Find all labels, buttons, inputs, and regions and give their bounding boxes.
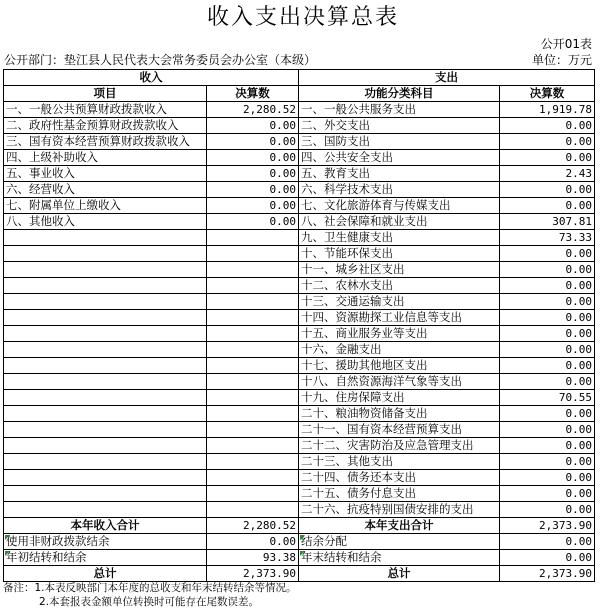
expense-item-cell: 七、文化旅游体育与传媒支出 [299,198,500,214]
table-row [4,262,595,278]
table-row [4,230,595,246]
table-row [4,294,595,310]
expense-amount-cell: 0.00 [500,134,595,150]
income-item-cell [4,310,207,326]
unit-label: 单位：万元 [531,53,592,67]
group-header-row [4,70,595,86]
income-item-cell: 六、经营收入 [4,182,207,198]
end-balance-value: 0.00 [500,550,595,566]
expense-amount-cell: 0.00 [500,246,595,262]
expense-amount-cell: 0.00 [500,358,595,374]
expense-item-cell: 二、外交支出 [299,118,500,134]
income-item-cell [4,454,207,470]
balance-row-2 [4,550,595,566]
table-row [4,326,595,342]
income-amount-cell: 0.00 [207,150,299,166]
expense-item-cell: 十五、商业服务业等支出 [299,326,500,342]
expense-item-cell: 二十二、灾害防治及应急管理支出 [299,438,500,454]
expense-amount-cell: 0.00 [500,454,595,470]
expense-amount-cell: 0.00 [500,502,595,518]
page-title: 收入支出决算总表 [206,5,399,30]
income-item-cell: 一、一般公共预算财政拨款收入 [4,102,207,118]
grand-total-row [4,566,595,582]
income-amount-cell: 0.00 [207,182,299,198]
income-amount-cell [207,486,299,502]
expense-amount-cell: 0.00 [500,150,595,166]
expense-item-header: 功能分类科目 [299,86,500,102]
table-row [4,118,595,134]
expense-amount-cell: 73.33 [500,230,595,246]
expense-item-cell: 二十四、债务还本支出 [299,470,500,486]
income-amount-cell: 0.00 [207,198,299,214]
report-table [3,69,595,582]
expense-item-cell: 四、公共安全支出 [299,150,500,166]
begin-balance-label: 年初结转和结余 [4,550,207,566]
income-amount-cell [207,326,299,342]
expense-amount-cell: 0.00 [500,486,595,502]
income-item-cell: 五、事业收入 [4,166,207,182]
income-item-cell: 三、国有资本经营预算财政拨款收入 [4,134,207,150]
table-row [4,342,595,358]
income-item-cell [4,438,207,454]
cell-note-marker-icon [300,551,305,556]
table-row [4,246,595,262]
expense-item-cell: 二十六、抗疫特别国债安排的支出 [299,502,500,518]
table-row [4,150,595,166]
income-item-header: 项目 [4,86,207,102]
grand-total-label-income: 总计 [4,566,207,582]
income-item-cell [4,470,207,486]
income-group-header: 收入 [4,70,299,86]
distribution-value: 0.00 [500,534,595,550]
expense-item-cell: 十三、交通运输支出 [299,294,500,310]
income-amount-cell: 0.00 [207,118,299,134]
expense-amount-cell: 70.55 [500,390,595,406]
income-amount-header: 决算数 [207,86,299,102]
expense-item-cell: 十一、城乡社区支出 [299,262,500,278]
income-item-cell [4,374,207,390]
expense-amount-cell: 0.00 [500,422,595,438]
grand-total-expense: 2,373.90 [500,566,595,582]
expense-item-cell: 八、社会保障和就业支出 [299,214,500,230]
income-amount-cell [207,454,299,470]
income-item-cell [4,342,207,358]
income-amount-cell [207,262,299,278]
table-row [4,502,595,518]
cell-note-marker-icon [5,551,10,556]
table-row [4,374,595,390]
form-code: 公开01表 [540,37,592,51]
income-amount-cell [207,230,299,246]
income-amount-cell [207,358,299,374]
expense-amount-cell: 0.00 [500,310,595,326]
table-row [4,438,595,454]
table-row [4,214,595,230]
income-item-cell [4,422,207,438]
table-row [4,182,595,198]
table-row [4,102,595,118]
income-amount-cell: 2,280.52 [207,102,299,118]
expense-item-cell: 六、科学技术支出 [299,182,500,198]
expense-item-cell: 十二、农林水支出 [299,278,500,294]
table-row [4,358,595,374]
table-row [4,454,595,470]
expense-amount-cell: 307.81 [500,214,595,230]
department-label: 公开部门：垫江县人民代表大会常务委员会办公室（本级） [4,53,317,67]
end-balance-label: 年末结转和结余 [299,550,500,566]
expense-amount-cell: 0.00 [500,470,595,486]
expense-item-cell: 一、一般公共服务支出 [299,102,500,118]
expense-amount-header: 决算数 [500,86,595,102]
expense-item-cell: 十九、住房保障支出 [299,390,500,406]
income-item-cell: 二、政府性基金预算财政拨款收入 [4,118,207,134]
expense-item-cell: 三、国防支出 [299,134,500,150]
expense-amount-cell: 0.00 [500,182,595,198]
income-amount-cell [207,390,299,406]
expense-amount-cell: 0.00 [500,294,595,310]
income-amount-cell [207,374,299,390]
income-amount-cell [207,342,299,358]
expense-amount-cell: 0.00 [500,374,595,390]
grand-total-label-expense: 总计 [299,566,500,582]
income-amount-cell [207,294,299,310]
expense-total-label: 本年支出合计 [299,518,500,534]
grand-total-income: 2,373.90 [207,566,299,582]
income-amount-cell [207,470,299,486]
cell-note-marker-icon [300,535,305,540]
expense-item-cell: 十八、自然资源海洋气象等支出 [299,374,500,390]
table-row [4,278,595,294]
income-item-cell [4,390,207,406]
income-item-cell [4,246,207,262]
table-row [4,486,595,502]
table-row [4,390,595,406]
table-row [4,470,595,486]
income-amount-cell [207,406,299,422]
expense-amount-cell: 1,919.78 [500,102,595,118]
income-amount-cell: 0.00 [207,134,299,150]
balance-row-1 [4,534,595,550]
notes [3,581,297,609]
expense-item-cell: 二十三、其他支出 [299,454,500,470]
expense-item-cell: 二十五、债务付息支出 [299,486,500,502]
income-item-cell [4,486,207,502]
cell-note-marker-icon [5,535,10,540]
expense-item-cell: 九、卫生健康支出 [299,230,500,246]
income-item-cell [4,294,207,310]
table-row [4,406,595,422]
expense-item-cell: 五、教育支出 [299,166,500,182]
income-item-cell [4,326,207,342]
expense-amount-cell: 0.00 [500,118,595,134]
distribution-label: 结余分配 [299,534,500,550]
expense-amount-cell: 0.00 [500,406,595,422]
income-amount-cell [207,438,299,454]
income-item-cell [4,406,207,422]
income-item-cell: 七、附属单位上缴收入 [4,198,207,214]
expense-item-cell: 二十一、国有资本经营预算支出 [299,422,500,438]
expense-amount-cell: 0.00 [500,278,595,294]
table-row [4,134,595,150]
table-row [4,310,595,326]
income-item-cell [4,262,207,278]
income-amount-cell [207,310,299,326]
income-amount-cell: 0.00 [207,214,299,230]
table-row [4,198,595,214]
income-item-cell: 八、其他收入 [4,214,207,230]
expense-amount-cell: 0.00 [500,262,595,278]
income-amount-cell [207,278,299,294]
non-fiscal-label: 使用非财政拨款结余 [4,534,207,550]
income-amount-cell [207,422,299,438]
non-fiscal-value: 0.00 [207,534,299,550]
income-item-cell [4,502,207,518]
expense-item-cell: 十四、资源勘探工业信息等支出 [299,310,500,326]
expense-item-cell: 十七、援助其他地区支出 [299,358,500,374]
expense-amount-cell: 0.00 [500,438,595,454]
note-line-2: 2.本套报表金额单位转换时可能存在尾数误差。 [39,596,260,608]
table-row [4,422,595,438]
income-total-value: 2,280.52 [207,518,299,534]
total-row [4,518,595,534]
expense-amount-cell: 0.00 [500,198,595,214]
begin-balance-value: 93.38 [207,550,299,566]
income-amount-cell [207,502,299,518]
table-row [4,166,595,182]
expense-item-cell: 十六、金融支出 [299,342,500,358]
income-amount-cell [207,246,299,262]
note-line-1: 备注：1.本表反映部门本年度的总收支和年末结转结余等情况。 [3,582,297,594]
expense-amount-cell: 0.00 [500,326,595,342]
income-item-cell [4,230,207,246]
column-header-row [4,86,595,102]
income-item-cell [4,358,207,374]
expense-total-value: 2,373.90 [500,518,595,534]
income-amount-cell: 0.00 [207,166,299,182]
expense-item-cell: 十、节能环保支出 [299,246,500,262]
income-item-cell: 四、上级补助收入 [4,150,207,166]
income-total-label: 本年收入合计 [4,518,207,534]
expense-item-cell: 二十、粮油物资储备支出 [299,406,500,422]
expense-amount-cell: 0.00 [500,342,595,358]
income-item-cell [4,278,207,294]
expense-amount-cell: 2.43 [500,166,595,182]
expense-group-header: 支出 [299,70,595,86]
